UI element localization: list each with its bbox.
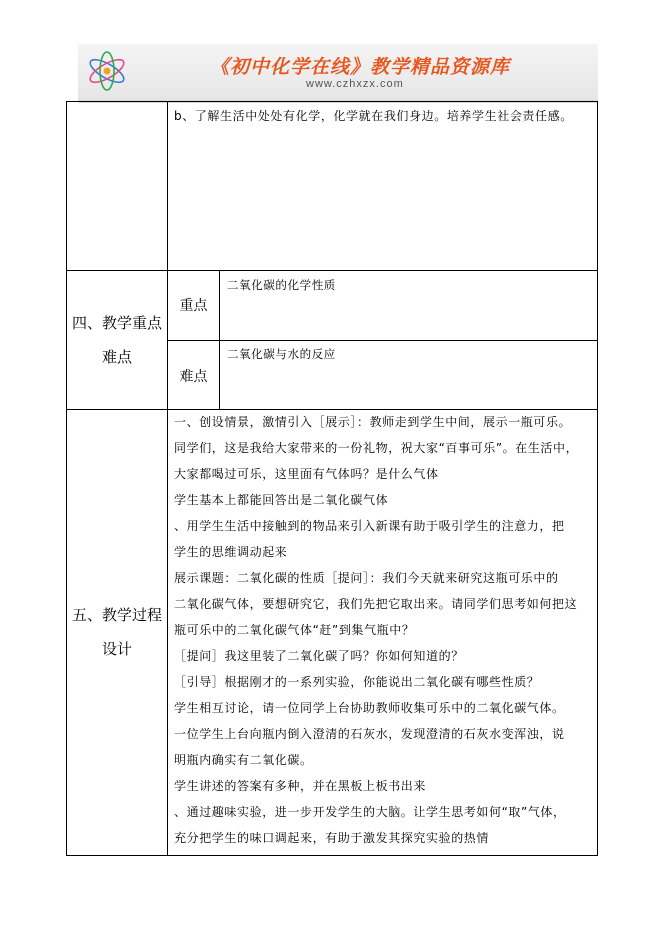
process-line: 学生相互讨论，请一位同学上台协助教师收集可乐中的二氧化碳气体。: [174, 701, 565, 715]
process-line: 大家都喝过可乐，这里面有气体吗？是什么气体: [174, 467, 439, 481]
difficulty-label: 难点: [179, 369, 208, 385]
process-line: 学生讲述的答案有多种，并在黑板上板书出来: [174, 779, 427, 793]
key-points-label: [67, 306, 167, 374]
process-line: 一位学生上台向瓶内倒入澄清的石灰水，发现澄清的石灰水变浑浊，说: [174, 727, 565, 741]
banner-title: 《初中化学在线》教学精品资源库: [210, 56, 511, 78]
process-line: 二氧化碳气体，要想研究它，我们先把它取出来。请同学们思考如何把这: [174, 597, 578, 611]
process-line: ［引导］根据刚才的一系列实验，你能说出二氧化碳有哪些性质？: [174, 675, 540, 689]
process-line: 瓶可乐中的二氧化碳气体“赶”到集气瓶中？: [174, 623, 415, 637]
process-line: 、用学生生活中接触到的物品来引入新课有助于吸引学生的注意力，把: [174, 519, 565, 533]
atom-logo-icon: [84, 48, 130, 94]
process-label-line1: 五、教学过程: [71, 606, 162, 624]
process-text: [174, 409, 578, 851]
process-line: 明瓶内确实有二氧化碳。: [174, 753, 313, 767]
banner-url: www.czhxzx.com: [306, 78, 404, 90]
header-banner: [78, 44, 598, 100]
process-label-line2: 设计: [101, 640, 132, 658]
goal-text: b、了解生活中处处有化学，化学就在我们身边。培养学生社会责任感。: [174, 109, 573, 123]
process-line: 展示课题：二氧化碳的性质［提问］：我们今天就来研究这瓶可乐中的: [174, 571, 559, 585]
process-line: 学生基本上都能回答出是二氧化碳气体: [174, 493, 389, 507]
key-points-label-line2: 难点: [101, 348, 132, 366]
goal-text-cell: [174, 103, 573, 129]
difficulty-text: 二氧化碳与水的反应: [227, 347, 336, 361]
process-line: ［提问］我这里装了二氧化碳了吗？你如何知道的？: [174, 649, 464, 663]
process-line: 学生的思维调动起来: [174, 545, 288, 559]
process-line: 、通过趣味实验，进一步开发学生的大脑。让学生思考如何“取”气体，: [174, 805, 566, 819]
process-label: [67, 598, 167, 666]
focus-label: 重点: [179, 298, 208, 314]
key-points-label-line1: 四、教学重点: [71, 314, 162, 332]
process-line: 一、创设情景，激情引入［展示］：教师走到学生中间，展示一瓶可乐。: [174, 415, 572, 429]
process-line: 充分把学生的味口调起来，有助于激发其探究实验的热情: [174, 831, 490, 845]
process-line: 同学们，这是我给大家带来的一份礼物，祝大家“百事可乐”。在生活中，: [174, 441, 579, 455]
focus-text: 二氧化碳的化学性质: [227, 278, 336, 292]
